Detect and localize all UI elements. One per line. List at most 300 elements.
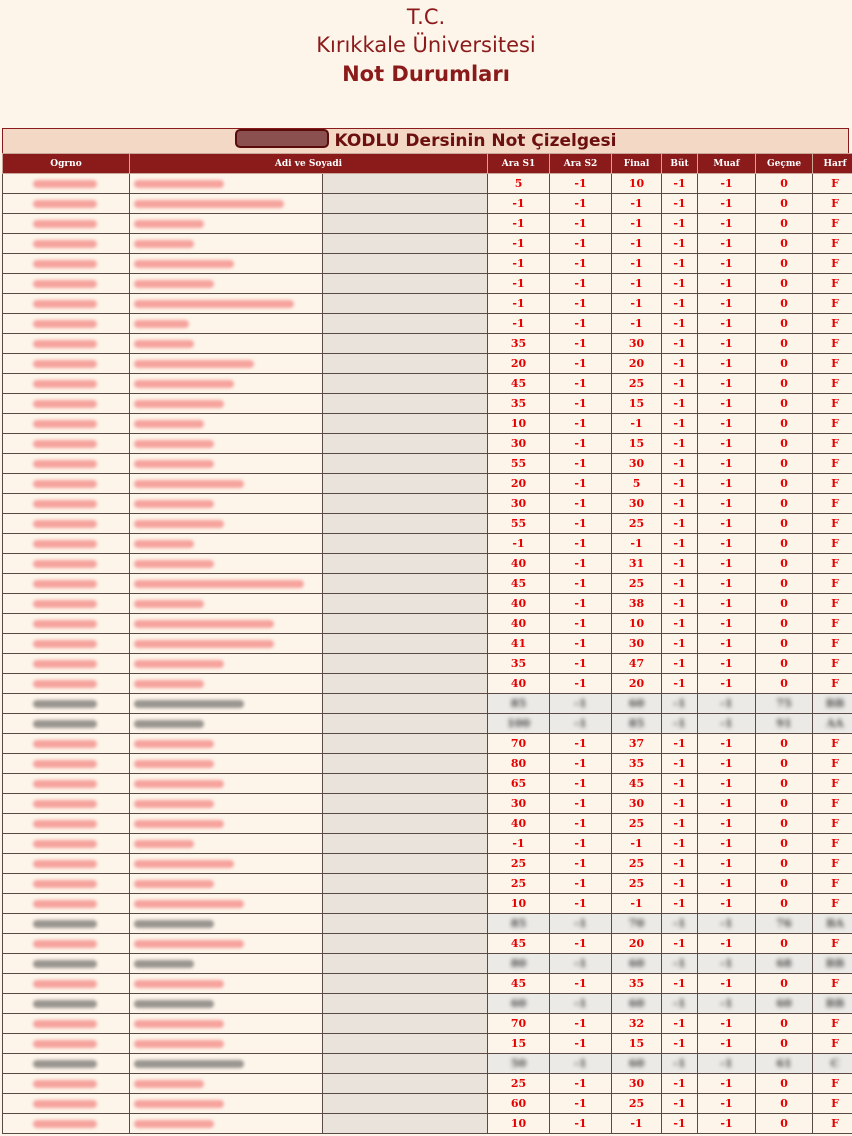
grade-cell-final bbox=[612, 494, 662, 514]
spacer-cell bbox=[323, 874, 488, 894]
grade-cell-ara1 bbox=[488, 634, 550, 654]
grade-cell-muaf bbox=[698, 274, 756, 294]
redacted-student-number bbox=[33, 300, 97, 308]
grade-value: -1 bbox=[720, 257, 733, 270]
grade-cell-harf bbox=[813, 314, 852, 334]
student-name-cell bbox=[130, 914, 323, 934]
grade-value: 0 bbox=[780, 337, 788, 350]
grade-value: 25 bbox=[628, 877, 645, 890]
grade-cell-harf bbox=[813, 374, 852, 394]
student-name-cell bbox=[130, 1034, 323, 1054]
grade-value: 30 bbox=[628, 1077, 645, 1090]
grade-value: F bbox=[831, 677, 839, 690]
redacted-student-name bbox=[134, 180, 224, 188]
grade-cell-ara2 bbox=[550, 454, 612, 474]
grade-value: -1 bbox=[574, 1077, 587, 1090]
grade-cell-muaf bbox=[698, 1034, 756, 1054]
grade-cell-final bbox=[612, 514, 662, 534]
student-number-cell bbox=[3, 374, 130, 394]
grade-cell-ara2 bbox=[550, 894, 612, 914]
grade-value: 30 bbox=[628, 637, 645, 650]
grade-cell-muaf bbox=[698, 934, 756, 954]
grade-cell-but bbox=[662, 474, 698, 494]
grade-value: -1 bbox=[720, 717, 733, 730]
grade-cell-harf bbox=[813, 934, 852, 954]
page-title: Not Durumları bbox=[342, 62, 510, 86]
grade-value: 20 bbox=[510, 477, 527, 490]
grade-cell-gecme bbox=[756, 514, 813, 534]
grade-value: -1 bbox=[630, 537, 643, 550]
grade-value: -1 bbox=[720, 697, 733, 710]
table-row bbox=[3, 1054, 852, 1074]
grade-cell-but bbox=[662, 534, 698, 554]
grade-cell-harf bbox=[813, 854, 852, 874]
grade-cell-ara2 bbox=[550, 694, 612, 714]
grade-cell-but bbox=[662, 194, 698, 214]
grade-cell-harf bbox=[813, 594, 852, 614]
grade-value: -1 bbox=[720, 917, 733, 930]
grade-value: 0 bbox=[780, 757, 788, 770]
student-name-cell bbox=[130, 614, 323, 634]
grade-value: F bbox=[831, 637, 839, 650]
grade-value: 30 bbox=[510, 437, 527, 450]
student-name-cell bbox=[130, 274, 323, 294]
grade-cell-ara1 bbox=[488, 234, 550, 254]
grade-value: 75 bbox=[776, 697, 792, 710]
grade-value: -1 bbox=[673, 577, 686, 590]
grade-cell-final bbox=[612, 434, 662, 454]
student-name-cell bbox=[130, 214, 323, 234]
grade-value: 60 bbox=[628, 997, 645, 1010]
grade-cell-harf bbox=[813, 754, 852, 774]
student-number-cell bbox=[3, 314, 130, 334]
grade-cell-ara2 bbox=[550, 1094, 612, 1114]
grade-cell-final bbox=[612, 234, 662, 254]
grade-value: 30 bbox=[510, 497, 527, 510]
grade-cell-ara1 bbox=[488, 194, 550, 214]
redacted-student-number bbox=[33, 640, 97, 648]
student-number-cell bbox=[3, 174, 130, 194]
grade-cell-but bbox=[662, 454, 698, 474]
grade-cell-but bbox=[662, 314, 698, 334]
grade-value: 0 bbox=[780, 217, 788, 230]
grade-cell-but bbox=[662, 294, 698, 314]
grade-value: 0 bbox=[780, 397, 788, 410]
spacer-cell bbox=[323, 994, 488, 1014]
redacted-student-number bbox=[33, 1020, 97, 1028]
grade-value: 25 bbox=[628, 517, 645, 530]
grade-value: C bbox=[830, 1057, 840, 1070]
grade-value: -1 bbox=[720, 497, 733, 510]
grade-cell-ara1 bbox=[488, 874, 550, 894]
grade-cell-gecme bbox=[756, 334, 813, 354]
grade-value: F bbox=[831, 777, 839, 790]
redacted-student-number bbox=[33, 520, 97, 528]
grade-value: F bbox=[831, 757, 839, 770]
grade-value: F bbox=[831, 197, 839, 210]
grade-cell-ara2 bbox=[550, 834, 612, 854]
student-name-cell bbox=[130, 814, 323, 834]
grade-value: 0 bbox=[780, 577, 788, 590]
redacted-student-number bbox=[33, 800, 97, 808]
grade-cell-muaf bbox=[698, 514, 756, 534]
redacted-student-name bbox=[134, 1120, 214, 1128]
grade-value: 20 bbox=[628, 677, 645, 690]
spacer-cell bbox=[323, 834, 488, 854]
grade-value: 41 bbox=[510, 637, 527, 650]
grade-cell-final bbox=[612, 634, 662, 654]
grade-value: -1 bbox=[512, 277, 525, 290]
grade-value: -1 bbox=[673, 1077, 686, 1090]
table-row bbox=[3, 1014, 852, 1034]
redacted-student-number bbox=[33, 400, 97, 408]
grade-cell-harf bbox=[813, 694, 852, 714]
student-number-cell bbox=[3, 714, 130, 734]
grade-cell-ara2 bbox=[550, 994, 612, 1014]
grade-cell-but bbox=[662, 894, 698, 914]
student-name-cell bbox=[130, 754, 323, 774]
grade-value: 45 bbox=[510, 377, 527, 390]
student-name-cell bbox=[130, 434, 323, 454]
grade-value: -1 bbox=[574, 977, 587, 990]
grade-value: -1 bbox=[673, 617, 686, 630]
grade-cell-muaf bbox=[698, 674, 756, 694]
grade-cell-ara2 bbox=[550, 494, 612, 514]
spacer-cell bbox=[323, 194, 488, 214]
grade-value: -1 bbox=[673, 677, 686, 690]
grade-value: F bbox=[831, 317, 839, 330]
grade-cell-gecme bbox=[756, 1114, 813, 1134]
redacted-student-name bbox=[134, 280, 214, 288]
grade-cell-but bbox=[662, 234, 698, 254]
spacer-cell bbox=[323, 1114, 488, 1134]
grade-value: 38 bbox=[628, 597, 645, 610]
table-row bbox=[3, 914, 852, 934]
grade-value: -1 bbox=[673, 557, 686, 570]
grade-value: -1 bbox=[720, 477, 733, 490]
grade-cell-ara1 bbox=[488, 854, 550, 874]
grade-cell-muaf bbox=[698, 614, 756, 634]
spacer-cell bbox=[323, 314, 488, 334]
grade-value: -1 bbox=[673, 437, 686, 450]
grade-value: -1 bbox=[720, 677, 733, 690]
grade-cell-harf bbox=[813, 1034, 852, 1054]
grade-cell-harf bbox=[813, 914, 852, 934]
redacted-student-name bbox=[134, 900, 244, 908]
student-number-cell bbox=[3, 514, 130, 534]
redacted-student-number bbox=[33, 360, 97, 368]
grade-value: 55 bbox=[510, 517, 527, 530]
student-number-cell bbox=[3, 1014, 130, 1034]
redacted-student-number bbox=[33, 860, 97, 868]
grade-cell-but bbox=[662, 834, 698, 854]
grade-value: F bbox=[831, 577, 839, 590]
grade-value: -1 bbox=[574, 857, 587, 870]
page-header bbox=[0, 0, 852, 89]
redacted-student-number bbox=[33, 540, 97, 548]
student-name-cell bbox=[130, 394, 323, 414]
redacted-student-name bbox=[134, 680, 204, 688]
grade-cell-harf bbox=[813, 674, 852, 694]
grade-value: -1 bbox=[720, 797, 733, 810]
grade-cell-muaf bbox=[698, 834, 756, 854]
grade-cell-but bbox=[662, 1094, 698, 1114]
grade-cell-ara2 bbox=[550, 754, 612, 774]
grade-value: -1 bbox=[673, 657, 686, 670]
table-row bbox=[3, 594, 852, 614]
grade-cell-final bbox=[612, 674, 662, 694]
grade-value: F bbox=[831, 597, 839, 610]
grade-cell-ara2 bbox=[550, 194, 612, 214]
spacer-cell bbox=[323, 574, 488, 594]
grade-cell-gecme bbox=[756, 914, 813, 934]
grade-value: 60 bbox=[628, 1057, 645, 1070]
grade-value: -1 bbox=[574, 557, 587, 570]
table-row bbox=[3, 614, 852, 634]
grade-cell-but bbox=[662, 574, 698, 594]
grade-value: -1 bbox=[720, 377, 733, 390]
grade-value: BB bbox=[825, 697, 845, 710]
table-row bbox=[3, 214, 852, 234]
grade-cell-but bbox=[662, 1074, 698, 1094]
grade-cell-but bbox=[662, 674, 698, 694]
grade-value: 80 bbox=[510, 757, 527, 770]
redacted-student-name bbox=[134, 760, 214, 768]
grade-cell-ara2 bbox=[550, 474, 612, 494]
grade-cell-gecme bbox=[756, 394, 813, 414]
col-header-ara2: Ara S2 bbox=[550, 154, 612, 174]
student-name-cell bbox=[130, 934, 323, 954]
grade-cell-muaf bbox=[698, 314, 756, 334]
grade-cell-gecme bbox=[756, 1034, 813, 1054]
col-header-name: Adi ve Soyadi bbox=[130, 154, 488, 174]
student-name-cell bbox=[130, 654, 323, 674]
grade-value: -1 bbox=[673, 957, 686, 970]
grade-cell-final bbox=[612, 874, 662, 894]
student-number-cell bbox=[3, 534, 130, 554]
grade-value: 45 bbox=[510, 977, 527, 990]
grade-cell-ara1 bbox=[488, 614, 550, 634]
grade-value: 0 bbox=[780, 1017, 788, 1030]
grade-value: -1 bbox=[673, 1097, 686, 1110]
table-row bbox=[3, 174, 852, 194]
grade-value: -1 bbox=[574, 417, 587, 430]
grade-cell-ara2 bbox=[550, 654, 612, 674]
grade-value: F bbox=[831, 1117, 839, 1130]
grade-cell-ara1 bbox=[488, 754, 550, 774]
table-row bbox=[3, 834, 852, 854]
col-header-final: Final bbox=[612, 154, 662, 174]
grade-value: -1 bbox=[720, 1077, 733, 1090]
grade-value: F bbox=[831, 797, 839, 810]
grade-value: -1 bbox=[673, 517, 686, 530]
grade-cell-but bbox=[662, 974, 698, 994]
student-number-cell bbox=[3, 874, 130, 894]
student-number-cell bbox=[3, 954, 130, 974]
grade-value: -1 bbox=[673, 537, 686, 550]
spacer-cell bbox=[323, 174, 488, 194]
redacted-student-number bbox=[33, 420, 97, 428]
grade-value: -1 bbox=[673, 357, 686, 370]
grade-cell-ara2 bbox=[550, 274, 612, 294]
grade-cell-but bbox=[662, 794, 698, 814]
grade-value: F bbox=[831, 377, 839, 390]
grade-cell-harf bbox=[813, 794, 852, 814]
grade-cell-ara1 bbox=[488, 834, 550, 854]
student-number-cell bbox=[3, 194, 130, 214]
grade-cell-muaf bbox=[698, 354, 756, 374]
grade-value: 37 bbox=[628, 737, 645, 750]
grade-cell-but bbox=[662, 354, 698, 374]
redacted-student-name bbox=[134, 820, 224, 828]
grade-value: -1 bbox=[574, 997, 587, 1010]
grade-cell-ara2 bbox=[550, 1074, 612, 1094]
spacer-cell bbox=[323, 694, 488, 714]
grade-cell-muaf bbox=[698, 434, 756, 454]
grade-cell-ara1 bbox=[488, 494, 550, 514]
grade-value: -1 bbox=[673, 637, 686, 650]
grade-value: 35 bbox=[510, 337, 527, 350]
grade-value: -1 bbox=[630, 237, 643, 250]
grade-value: F bbox=[831, 437, 839, 450]
grade-value: -1 bbox=[574, 1037, 587, 1050]
grade-value: -1 bbox=[673, 797, 686, 810]
grade-value: -1 bbox=[673, 837, 686, 850]
grade-cell-final bbox=[612, 534, 662, 554]
grade-cell-but bbox=[662, 1054, 698, 1074]
grade-cell-gecme bbox=[756, 594, 813, 614]
col-header-muaf: Muaf bbox=[698, 154, 756, 174]
grade-cell-muaf bbox=[698, 794, 756, 814]
grade-cell-harf bbox=[813, 234, 852, 254]
grade-cell-muaf bbox=[698, 854, 756, 874]
grade-cell-harf bbox=[813, 294, 852, 314]
grade-cell-muaf bbox=[698, 734, 756, 754]
grade-cell-gecme bbox=[756, 534, 813, 554]
student-number-cell bbox=[3, 454, 130, 474]
table-row bbox=[3, 374, 852, 394]
redacted-student-name bbox=[134, 780, 224, 788]
grade-cell-gecme bbox=[756, 234, 813, 254]
student-name-cell bbox=[130, 314, 323, 334]
redacted-student-name bbox=[134, 620, 274, 628]
grade-value: 10 bbox=[628, 617, 645, 630]
grade-cell-but bbox=[662, 254, 698, 274]
spacer-cell bbox=[323, 654, 488, 674]
grade-cell-harf bbox=[813, 414, 852, 434]
grade-value: -1 bbox=[673, 197, 686, 210]
grade-value: 0 bbox=[780, 677, 788, 690]
grade-value: 15 bbox=[510, 1037, 527, 1050]
grade-value: 30 bbox=[628, 457, 645, 470]
grade-cell-muaf bbox=[698, 974, 756, 994]
grade-cell-final bbox=[612, 594, 662, 614]
grade-value: 0 bbox=[780, 937, 788, 950]
grade-cell-muaf bbox=[698, 594, 756, 614]
grade-value: F bbox=[831, 617, 839, 630]
student-number-cell bbox=[3, 554, 130, 574]
grade-cell-ara2 bbox=[550, 314, 612, 334]
student-name-cell bbox=[130, 854, 323, 874]
grade-cell-but bbox=[662, 374, 698, 394]
grade-value: -1 bbox=[720, 817, 733, 830]
grade-cell-muaf bbox=[698, 374, 756, 394]
redacted-student-name bbox=[134, 240, 194, 248]
redacted-student-name bbox=[134, 600, 204, 608]
student-name-cell bbox=[130, 634, 323, 654]
grade-cell-gecme bbox=[756, 994, 813, 1014]
grade-value: -1 bbox=[574, 597, 587, 610]
grade-value: -1 bbox=[673, 337, 686, 350]
spacer-cell bbox=[323, 354, 488, 374]
redacted-student-name bbox=[134, 960, 194, 968]
grade-value: F bbox=[831, 417, 839, 430]
grade-value: -1 bbox=[720, 237, 733, 250]
student-number-cell bbox=[3, 574, 130, 594]
grade-value: 25 bbox=[510, 857, 527, 870]
table-row bbox=[3, 1114, 852, 1134]
grade-cell-but bbox=[662, 1034, 698, 1054]
grade-value: 85 bbox=[510, 917, 527, 930]
student-number-cell bbox=[3, 734, 130, 754]
grade-cell-harf bbox=[813, 474, 852, 494]
redacted-student-name bbox=[134, 300, 294, 308]
grade-value: -1 bbox=[574, 877, 587, 890]
student-name-cell bbox=[130, 354, 323, 374]
spacer-cell bbox=[323, 254, 488, 274]
spacer-cell bbox=[323, 294, 488, 314]
grade-value: 30 bbox=[628, 337, 645, 350]
grade-value: 85 bbox=[510, 697, 527, 710]
grade-cell-ara2 bbox=[550, 674, 612, 694]
grade-cell-ara2 bbox=[550, 774, 612, 794]
grade-value: 0 bbox=[780, 357, 788, 370]
grade-cell-harf bbox=[813, 254, 852, 274]
grade-value: F bbox=[831, 857, 839, 870]
grade-value: -1 bbox=[720, 957, 733, 970]
grade-cell-ara1 bbox=[488, 474, 550, 494]
spacer-cell bbox=[323, 714, 488, 734]
grade-value: 100 bbox=[507, 717, 530, 730]
grade-cell-harf bbox=[813, 734, 852, 754]
grade-value: -1 bbox=[673, 237, 686, 250]
student-number-cell bbox=[3, 1114, 130, 1134]
grade-cell-final bbox=[612, 394, 662, 414]
table-row bbox=[3, 574, 852, 594]
grade-value: F bbox=[831, 257, 839, 270]
redacted-student-number bbox=[33, 660, 97, 668]
grade-value: -1 bbox=[673, 1057, 686, 1070]
spacer-cell bbox=[323, 974, 488, 994]
grade-value: 10 bbox=[510, 897, 527, 910]
grade-value: -1 bbox=[574, 497, 587, 510]
grade-cell-gecme bbox=[756, 354, 813, 374]
grade-cell-muaf bbox=[698, 694, 756, 714]
spacer-cell bbox=[323, 434, 488, 454]
grade-cell-but bbox=[662, 174, 698, 194]
grade-value: -1 bbox=[574, 297, 587, 310]
grade-cell-harf bbox=[813, 434, 852, 454]
student-name-cell bbox=[130, 374, 323, 394]
student-number-cell bbox=[3, 414, 130, 434]
student-name-cell bbox=[130, 774, 323, 794]
grade-cell-final bbox=[612, 214, 662, 234]
grade-cell-but bbox=[662, 814, 698, 834]
grade-cell-ara2 bbox=[550, 574, 612, 594]
grade-cell-muaf bbox=[698, 214, 756, 234]
student-name-cell bbox=[130, 574, 323, 594]
redacted-student-name bbox=[134, 1000, 214, 1008]
